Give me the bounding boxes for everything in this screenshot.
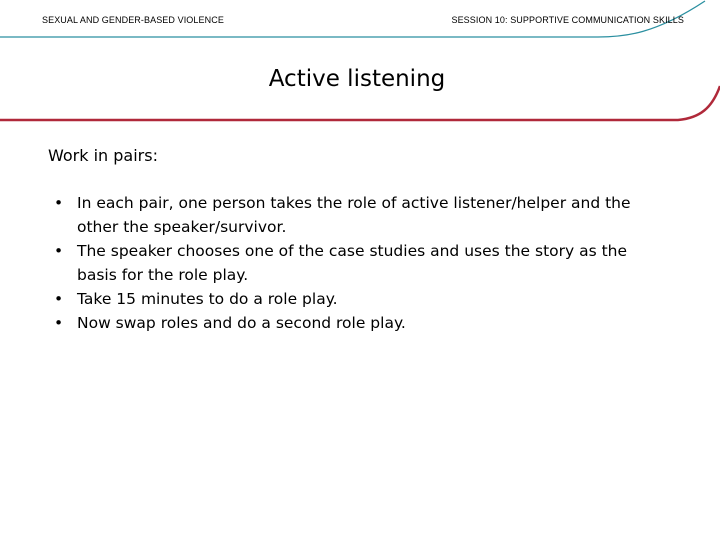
bullet-item <box>48 191 668 239</box>
header-course-title: SEXUAL AND GENDER-BASED VIOLENCE <box>42 15 224 25</box>
bullet-text: The speaker chooses one of the case studies and uses the story as the basis for the role play. <box>77 242 628 284</box>
bullet-text: Now swap roles and do a second role play. <box>77 314 406 332</box>
bullet-marker: • <box>54 314 64 332</box>
bullet-marker: • <box>54 242 64 260</box>
bullet-item <box>48 311 668 335</box>
slide-subheading: Work in pairs: <box>48 146 158 165</box>
bullet-item <box>48 287 668 311</box>
header-session-title: SESSION 10: SUPPORTIVE COMMUNICATION SKILLS <box>451 15 684 25</box>
bullet-marker: • <box>54 290 64 308</box>
bullet-list <box>48 191 668 335</box>
bullet-item <box>48 239 668 287</box>
bullet-text: In each pair, one person takes the role of active listener/helper and the other the speaker/survivor. <box>77 194 631 236</box>
bullet-text: Take 15 minutes to do a role play. <box>77 290 338 308</box>
bullet-marker: • <box>54 194 64 212</box>
slide-title: Active listening <box>268 66 446 92</box>
